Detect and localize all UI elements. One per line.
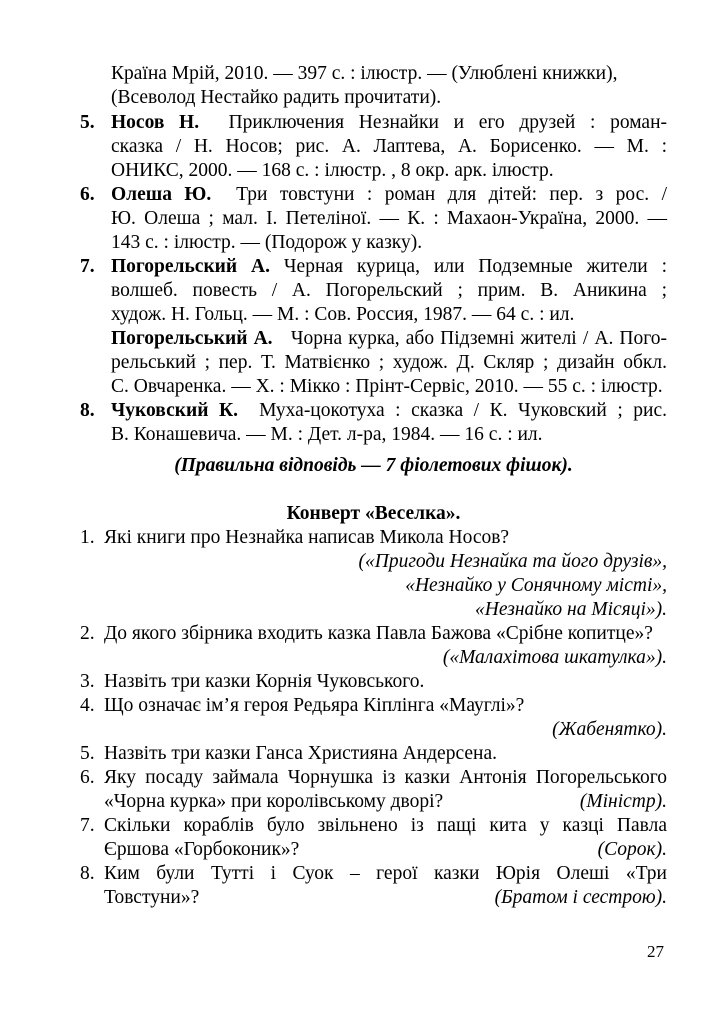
bib-entry-line: ОНИКС, 2000. — 168 с. : ілюстр. , 8 окр. арк. ілюстр.: [111, 160, 554, 181]
question-number: 7.: [80, 815, 95, 836]
question-number: 3.: [80, 671, 95, 692]
bib-entry-first-line: [111, 110, 667, 136]
question-text: Назвіть три казки Корнія Чуковського.: [104, 671, 425, 692]
bib-subentry-first-line: [111, 326, 667, 352]
bib-cont-line-2: (Всеволод Нестайко радить прочитати).: [111, 87, 442, 108]
bib-entry-text: Три товстуни : роман для дітей: пер. з рос. /: [236, 184, 668, 205]
question-text: Що означає ім’я героя Редьяра Кіплінга «Мауглі»?: [104, 695, 525, 716]
bib-subentry-author: Погорельський А.: [111, 328, 273, 349]
question-text: Ким були Тутті і Суок – герої казки Юрія Олеші «Три: [104, 863, 667, 884]
question-text: Скільки кораблів було звільнено із пащі кита у казці Павла: [104, 815, 667, 836]
answer-text: («Пригоди Незнайка та його друзів»,: [358, 551, 667, 572]
bib-entry-first-line: [111, 182, 667, 208]
question-number: 4.: [80, 695, 95, 716]
question-text: Єршова «Горбоконик»?: [104, 839, 300, 860]
bib-subentry-line: С. Овчаренка. — Х. : Мікко : Прінт-Сервіс, 2010. — 55 с. : ілюстр.: [111, 376, 663, 397]
bib-entry-text: Приключения Незнайки и его друзей : роман-: [228, 112, 667, 133]
bib-entry-number: 6.: [80, 184, 95, 205]
question-text: Які книги про Незнайка написав Микола Носов?: [104, 527, 510, 548]
answer-text: (Жабенятко).: [552, 719, 667, 740]
bib-subentry-line: рельський ; пер. Т. Матвієнко ; худож. Д. Скляр ; дизайн обкл.: [111, 352, 667, 373]
question-text: Назвіть три казки Ганса Християна Андерсена.: [104, 743, 497, 764]
bib-entry-author: Олеша Ю.: [111, 184, 212, 205]
bib-entry-line: В. Конашевича. — М. : Дет. л-ра, 1984. — 16 с. : ил.: [111, 424, 543, 445]
bib-entry-line: волшеб. повесть / А. Погорельский ; прим. В. Аникина ;: [111, 280, 667, 301]
bib-entry-number: 5.: [80, 112, 95, 133]
answer-text: «Незнайко у Сонячному місті»,: [405, 575, 667, 596]
bib-cont-line-1: Країна Мрій, 2010. — 397 с. : ілюстр. — (Улюблені книжки),: [111, 63, 618, 84]
answer-text: (Сорок).: [597, 839, 667, 860]
bib-entry-line: сказка / Н. Носов; рис. А. Лаптева, А. Борисенко. — М. :: [111, 136, 667, 157]
bib-entry-first-line: [111, 254, 667, 280]
question-text: «Чорна курка» при королівському дворі?: [104, 791, 444, 812]
page-number: 27: [647, 942, 664, 961]
question-text: До якого збірника входить казка Павла Бажова «Срібне копитце»?: [104, 623, 653, 644]
bib-entry-line: Ю. Олеша ; мал. І. Петеліної. — К. : Махаон-Україна, 2000. —: [111, 208, 667, 229]
answer-note: (Правильна відповідь — 7 фіолетових фішок).: [174, 455, 573, 476]
answer-text: («Малахітова шкатулка»).: [442, 647, 667, 668]
question-number: 8.: [80, 863, 95, 884]
question-text: Яку посаду займала Чорнушка із казки Антонія Погорельського: [104, 767, 667, 788]
bib-entry-text: Муха-цокотуха : сказка / К. Чуковский ; рис.: [259, 400, 667, 421]
question-text: Товстуни»?: [104, 887, 200, 908]
bib-entry-first-line: [111, 398, 667, 424]
answer-text: (Братом і сестрою).: [494, 887, 667, 908]
answer-text: «Незнайко на Місяці»).: [475, 599, 667, 620]
question-number: 5.: [80, 743, 95, 764]
bib-entry-number: 7.: [80, 256, 95, 277]
question-number: 2.: [80, 623, 95, 644]
bib-entry-author: Погорельский А.: [111, 256, 270, 277]
question-number: 1.: [80, 527, 95, 548]
bib-entry-line: 143 с. : ілюстр. — (Подорож у казку).: [111, 232, 423, 253]
bib-entry-line: худож. Н. Гольц. — М. : Сов. Россия, 1987. — 64 с. : ил.: [111, 304, 575, 325]
bib-entry-author: Чуковский К.: [111, 400, 238, 421]
bib-entry-text: Черная курица, или Подземные жители :: [283, 256, 668, 277]
question-number: 6.: [80, 767, 95, 788]
bib-entry-number: 8.: [80, 400, 95, 421]
bib-entry-author: Носов Н.: [111, 112, 200, 133]
section-title: Конверт «Веселка».: [286, 503, 461, 524]
answer-text: (Міністр).: [579, 791, 667, 812]
bib-subentry-text: Чорна курка, або Підземні жителі / А. Пого-: [290, 328, 668, 349]
